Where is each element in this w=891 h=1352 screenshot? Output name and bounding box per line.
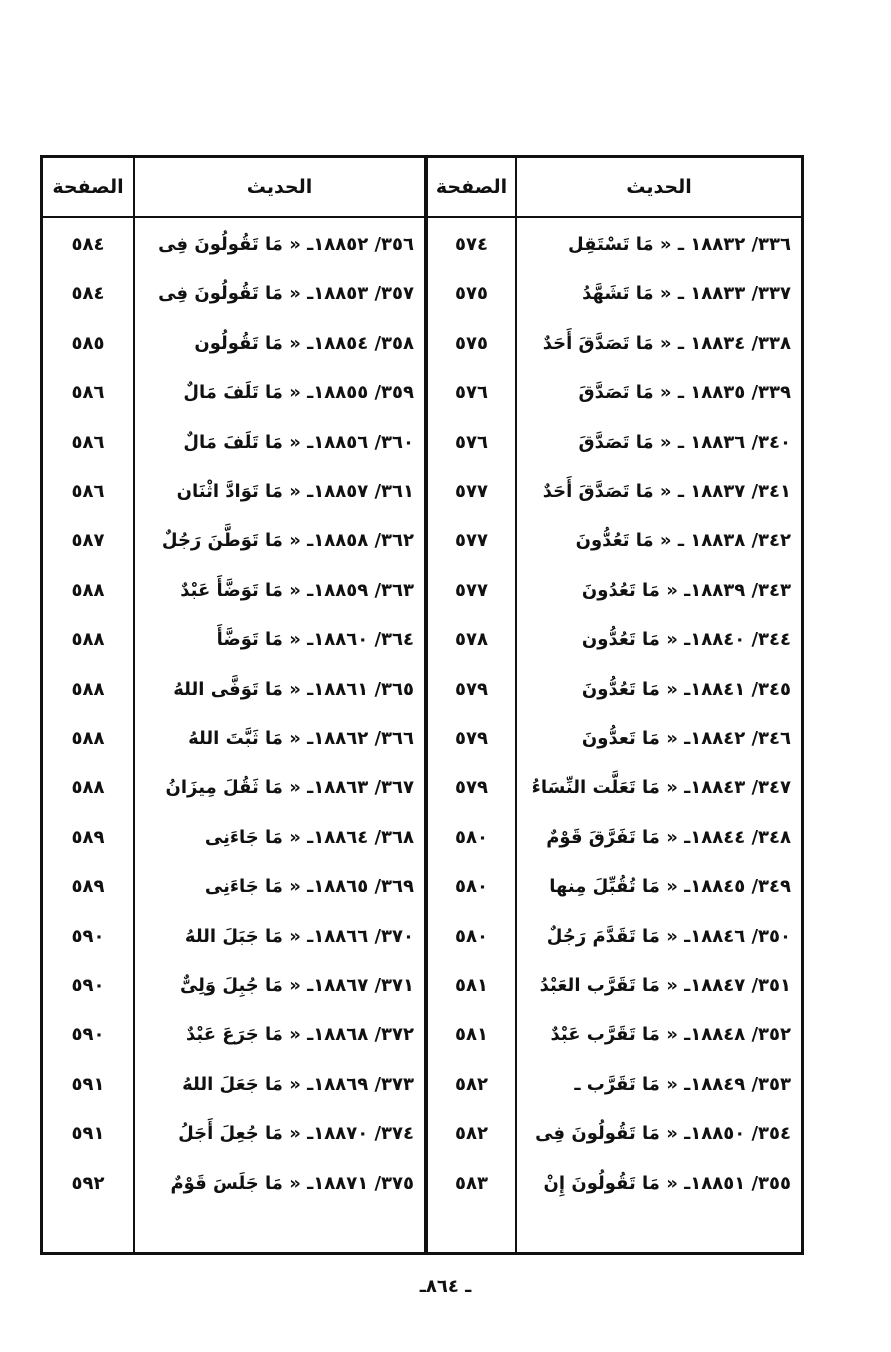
hadith-entry: ٣٤٧/ ١٨٨٤٣ـ « مَا تَعَلَّت النِّسَاءُ — [531, 777, 791, 799]
page-ref: ٥٨٢ — [455, 1073, 488, 1095]
hadith-entry: ٣٤٢/ ١٨٨٣٨ ـ « مَا تَعُدُّونَ — [575, 530, 791, 552]
page-ref: ٥٧٦ — [455, 382, 488, 404]
page-ref: ٥٩٠ — [71, 1024, 105, 1046]
hadith-entry: ٣٧٤/ ١٨٨٧٠ـ « مَا جُعِلَ أَجَلُ — [178, 1123, 414, 1145]
hadith-entry: ٣٣٦/ ١٨٨٣٢ ـ « مَا تَسْتَقِل — [568, 234, 791, 255]
hadith-entry: ٣٥٦/ ١٨٨٥٢ـ « مَا تَقُولُونَ فِى — [158, 234, 414, 255]
page-ref: ٥٨٦ — [71, 431, 105, 453]
hadith-entry: ٣٧١/ ١٨٨٦٧ـ « مَا جُبِلَ وَلِىٌّ — [179, 975, 414, 996]
page-ref: ٥٨٨ — [71, 629, 105, 651]
page-ref: ٥٨٠ — [455, 826, 488, 848]
page-ref: ٥٨٩ — [71, 876, 105, 898]
hadith-entry: ٣٦٨/ ١٨٨٦٤ـ « مَا جَاءَنِى — [204, 826, 414, 848]
hadith-entry: ٣٥٧/ ١٨٨٥٣ـ « مَا تَقُولُونَ فِى — [158, 283, 414, 305]
header-divider — [43, 216, 801, 218]
page-number: ـ ٨٦٤ـ — [419, 1276, 472, 1297]
header-page-right: الصفحة — [435, 176, 508, 198]
hadith-entry: ٣٥٣/ ١٨٨٤٩ـ « مَا تَقَرَّب ـ — [574, 1073, 791, 1095]
page-ref: ٥٩٠ — [71, 925, 105, 947]
page-ref: ٥٧٩ — [455, 777, 488, 799]
hadith-entry: ٣٦٠/ ١٨٨٥٦ـ « مَا تَلَفَ مَالٌ — [183, 431, 414, 453]
page-ref: ٥٨٨ — [71, 579, 105, 601]
hadith-entry: ٣٦٦/ ١٨٨٦٢ـ « مَا ثَبَّتَ اللهُ — [188, 728, 414, 749]
hadith-entry: ٣٦٤/ ١٨٨٦٠ـ « مَا تَوَضَّأَ — [216, 629, 414, 651]
hadith-entry: ٣٤٣/ ١٨٨٣٩ـ « مَا تَعُدُونَ — [581, 579, 791, 601]
hadith-entry: ٣٧٠/ ١٨٨٦٦ـ « مَا جَبَلَ اللهُ — [184, 925, 414, 947]
hadith-entry: ٣٥٢/ ١٨٨٤٨ـ « مَا تَقَرَّب عَبْدٌ — [550, 1024, 791, 1046]
page-ref: ٥٨٠ — [455, 876, 488, 898]
hadith-entry: ٣٤٨/ ١٨٨٤٤ـ « مَا تَفَرَّقَ قَوْمٌ — [546, 826, 791, 848]
hadith-entry: ٣٦١/ ١٨٨٥٧ـ « مَا تَوَادَّ اثْنَان — [176, 481, 414, 502]
page-ref: ٥٨٤ — [71, 234, 105, 255]
hadith-entry: ٣٦٩/ ١٨٨٦٥ـ « مَا جَاءَنِى — [204, 876, 414, 898]
page-ref: ٥٨٠ — [455, 925, 488, 947]
index-table — [40, 155, 804, 1255]
page-ref: ٥٧٩ — [455, 678, 488, 700]
hadith-entry: ٣٤٠/ ١٨٨٣٦ ـ « مَا تَصَدَّقَ — [578, 431, 791, 453]
hadith-entry: ٣٤١/ ١٨٨٣٧ ـ « مَا تَصَدَّقَ أَحَدٌ — [542, 481, 791, 502]
page-ref: ٥٨٧ — [71, 530, 105, 552]
hadith-entry: ٣٦٣/ ١٨٨٥٩ـ « مَا تَوَضَّأَ عَبْدٌ — [180, 579, 414, 601]
page-ref: ٥٨٦ — [71, 481, 105, 502]
header-page-left: الصفحة — [52, 176, 124, 198]
hadith-entry: ٣٣٨/ ١٨٨٣٤ ـ « مَا تَصَدَّقَ أَحَدٌ — [542, 332, 791, 354]
hadith-entry: ٣٦٢/ ١٨٨٥٨ـ « مَا تَوَطَّنَ رَجُلٌ — [161, 530, 414, 552]
hadith-entry: ٣٥٤/ ١٨٨٥٠ـ « مَا تَقُولُونَ فِى — [535, 1123, 791, 1145]
hadith-entry: ٣٣٧/ ١٨٨٣٣ ـ « مَا تَشَهَّدُ — [582, 283, 791, 305]
page-ref: ٥٨٨ — [71, 728, 105, 749]
page-ref: ٥٧٧ — [455, 530, 488, 552]
page-ref: ٥٧٦ — [455, 431, 488, 453]
page-ref: ٥٧٤ — [455, 234, 488, 255]
hadith-entry: ٣٥٠/ ١٨٨٤٦ـ « مَا تَقَدَّمَ رَجُلٌ — [546, 925, 791, 947]
page-ref: ٥٩١ — [71, 1123, 105, 1145]
hadith-entry: ٣٥٩/ ١٨٨٥٥ـ « مَا تَلَفَ مَالٌ — [183, 382, 414, 404]
page-ref: ٥٧٥ — [455, 332, 488, 354]
page-ref: ٥٩١ — [71, 1073, 105, 1095]
page-ref: ٥٨٦ — [71, 382, 105, 404]
hadith-entry: ٣٤٩/ ١٨٨٤٥ـ « مَا تُقُبِّلَ مِنها — [549, 876, 791, 898]
hadith-entry: ٣٧٢/ ١٨٨٦٨ـ « مَا جَرَعَ عَبْدٌ — [185, 1024, 414, 1046]
hadith-entry: ٣٧٣/ ١٨٨٦٩ـ « مَا جَعَلَ اللهُ — [182, 1073, 414, 1095]
hadith-entry: ٣٧٥/ ١٨٨٧١ـ « مَا جَلَسَ قَوْمٌ — [170, 1172, 414, 1194]
page-ref: ٥٨٤ — [71, 283, 105, 305]
page-ref: ٥٧٥ — [455, 283, 488, 305]
hadith-entry: ٣٥١/ ١٨٨٤٧ـ « مَا تَقَرَّب العَبْدُ — [539, 975, 791, 996]
hadith-entry: ٣٤٦/ ١٨٨٤٢ـ « مَا تَعدُّونَ — [581, 728, 791, 749]
page-ref: ٥٩٠ — [71, 975, 105, 996]
hadith-entry: ٣٣٩/ ١٨٨٣٥ ـ « مَا تَصَدَّقَ — [578, 382, 791, 404]
page-ref: ٥٨١ — [455, 975, 488, 996]
header-hadith-right: الحديث — [626, 176, 692, 198]
page-ref: ٥٧٩ — [455, 728, 488, 749]
page-ref: ٥٨٣ — [455, 1172, 488, 1194]
page-ref: ٥٨٩ — [71, 826, 105, 848]
hadith-entry: ٣٤٥/ ١٨٨٤١ـ « مَا تَعُدُّونَ — [581, 678, 791, 700]
hadith-entry: ٣٦٥/ ١٨٨٦١ـ « مَا تَوَفَّى اللهُ — [173, 678, 414, 700]
page-ref: ٥٩٢ — [71, 1172, 105, 1194]
header-hadith-left: الحديث — [246, 176, 313, 198]
page-ref: ٥٧٧ — [455, 579, 488, 601]
page-ref: ٥٧٨ — [455, 629, 488, 651]
hadith-entry: ٣٥٥/ ١٨٨٥١ـ « مَا تَقُولُونَ إِنْ — [543, 1172, 791, 1194]
page-ref: ٥٨٨ — [71, 777, 105, 799]
hadith-entry: ٣٥٨/ ١٨٨٥٤ـ « مَا تَقُولُون — [194, 332, 414, 354]
page-ref: ٥٨١ — [455, 1024, 488, 1046]
hadith-entry: ٣٤٤/ ١٨٨٤٠ـ « مَا تَعُدُّون — [581, 629, 791, 651]
page-ref: ٥٨٨ — [71, 678, 105, 700]
page-ref: ٥٧٧ — [455, 481, 488, 502]
page-ref: ٥٨٥ — [71, 332, 105, 354]
hadith-entry: ٣٦٧/ ١٨٨٦٣ـ « مَا ثَقُلَ مِيزَانُ — [165, 777, 414, 799]
page-ref: ٥٨٢ — [455, 1123, 488, 1145]
